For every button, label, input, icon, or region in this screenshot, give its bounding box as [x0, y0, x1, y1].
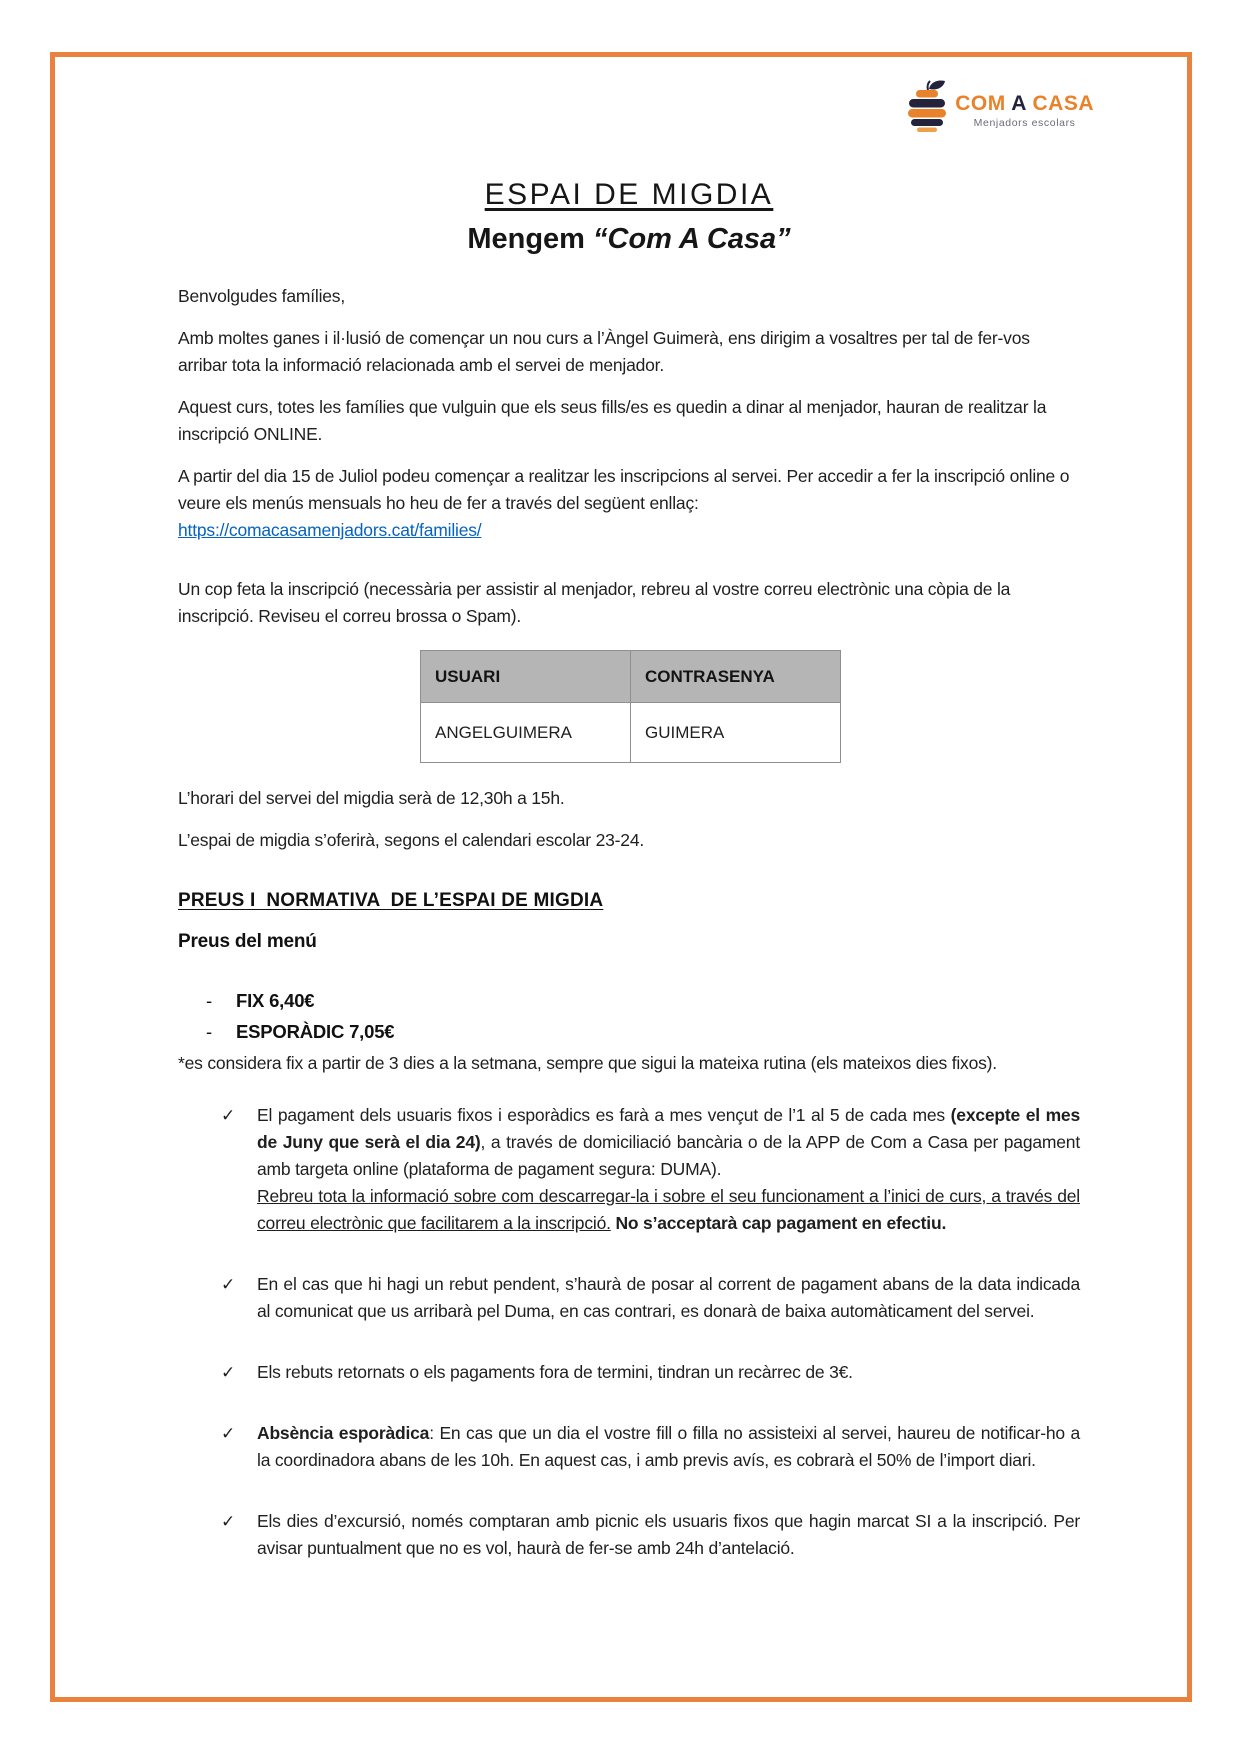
- rules-list: [178, 1102, 1080, 1562]
- rule-text: Els rebuts retornats o els pagaments fora de termini, tindran un recàrrec de 3€.: [257, 1362, 853, 1382]
- rule-payment: [221, 1102, 1080, 1237]
- dash-bullet: -: [206, 990, 212, 1011]
- rule-text: En el cas que hi hagi un rebut pendent, s’haurà de posar al corrent de pagament abans de la data indicada al comunicat que us arribarà pel Duma, en cas contrari, es donarà de baixa automàticament del servei.: [257, 1274, 1080, 1321]
- logo: [906, 80, 1094, 136]
- rule-text: Absència esporàdica: En cas que un dia el vostre fill o filla no assisteixi al servei, haureu de notificar-ho a la coordinadora abans de les 10h. En aquest cas, i amb previs avís, es cobrarà el 50% de l’import diari.: [257, 1423, 1080, 1470]
- credentials-header-row: [421, 651, 841, 703]
- intro-paragraph-2: Aquest curs, totes les famílies que vulguin que els seus fills/es es quedin a dinar al menjador, hauran de realitzar la inscripció ONLINE.: [178, 397, 1047, 444]
- price-list: [206, 985, 1080, 1047]
- link-paragraph: [178, 517, 1080, 544]
- rule-excursion-days: [221, 1508, 1080, 1562]
- pricing-footnote: *es considera fix a partir de 3 dies a la setmana, sempre que sigui la mateixa rutina (els mateixos dies fixos).: [178, 1053, 997, 1073]
- rule-text: Els dies d’excursió, només comptaran amb picnic els usuaris fixos que hagin marcat SI a la inscripció. Per avisar puntualment que no es vol, haurà de fer-se amb 24h d’antelació.: [257, 1511, 1080, 1558]
- credentials-table: [420, 650, 841, 763]
- credentials-row: [421, 703, 841, 763]
- credentials-header-password: CONTRASENYA: [631, 651, 841, 703]
- schedule-calendar: L’espai de migdia s’oferirà, segons el calendari escolar 23-24.: [178, 830, 645, 850]
- price-item-esporadic: [206, 1016, 1080, 1047]
- credentials-password-value: GUIMERA: [631, 703, 841, 763]
- credentials-header-user: USUARI: [421, 651, 631, 703]
- price-item-label: FIX 6,40€: [235, 990, 315, 1011]
- logo-row: [178, 80, 1094, 136]
- checkmark-icon: ✓: [221, 1363, 236, 1382]
- rule-sporadic-absence: [221, 1420, 1080, 1474]
- logo-text: [955, 80, 1094, 130]
- price-item-fix: [206, 985, 1080, 1016]
- checkmark-icon: ✓: [221, 1275, 236, 1294]
- families-link[interactable]: https://comacasamenjadors.cat/families/: [178, 520, 482, 540]
- checkmark-icon: ✓: [221, 1424, 236, 1443]
- checkmark-icon: ✓: [221, 1106, 236, 1125]
- schedule-hours: L’horari del servei del migdia serà de 12,30h a 15h.: [178, 788, 565, 808]
- apple-logo-icon: [906, 80, 948, 132]
- price-item-label: ESPORÀDIC 7,05€: [235, 1021, 395, 1042]
- logo-word-casa: CASA: [1032, 92, 1094, 115]
- logo-name: [955, 92, 1094, 116]
- menu-prices-title: Preus del menú: [178, 931, 317, 952]
- credentials-user-value: ANGELGUIMERA: [421, 703, 631, 763]
- rule-pending-receipt: [221, 1271, 1080, 1325]
- rule-returned-receipts: [221, 1359, 1080, 1386]
- greeting-paragraph: Benvolgudes famílies,: [178, 286, 346, 306]
- pricing-section-title: PREUS I NORMATIVA DE L’ESPAI DE MIGDIA: [178, 890, 604, 911]
- page-subtitle: Mengem “Com A Casa”: [467, 223, 791, 255]
- intro-paragraph-4: Un cop feta la inscripció (necessària per assistir al menjador, rebreu al vostre correu electrònic una còpia de la inscripció. Reviseu el correu brossa o Spam).: [178, 579, 1011, 626]
- logo-word-com: COM: [955, 92, 1006, 115]
- intro-paragraph-3: A partir del dia 15 de Juliol podeu començar a realitzar les inscripcions al servei. Per accedir a fer la inscripció online o veure els menús mensuals ho heu de fer a través del següent enllaç:: [178, 466, 1070, 513]
- logo-tagline: Menjadors escolars: [973, 117, 1076, 129]
- dash-bullet: -: [206, 1021, 212, 1042]
- rule-text: El pagament dels usuaris fixos i esporàdics es farà a mes vençut de l’1 al 5 de cada mes (excepte el mes de Juny que serà el dia 24), a través de domiciliació bancària o de la APP de Com a Casa per pagament amb targeta online (plataforma de pagament segura: DUMA). Rebreu tota la informació sobre com descarregar-la i sobre el seu funcionament a l’inici de curs, a través del correu electrònic que facilitarem a la inscripció. No s’acceptarà cap pagament en efectiu.: [257, 1105, 1080, 1233]
- document-content: [178, 80, 1094, 1596]
- logo-word-a: A: [1011, 92, 1027, 115]
- checkmark-icon: ✓: [221, 1512, 236, 1531]
- intro-paragraph-1: Amb moltes ganes i il·lusió de començar un nou curs a l’Àngel Guimerà, ens dirigim a vosaltres per tal de fer-vos arribar tota la informació relacionada amb el servei de menjador.: [178, 328, 1030, 375]
- page-title: ESPAI DE MIGDIA: [484, 178, 774, 211]
